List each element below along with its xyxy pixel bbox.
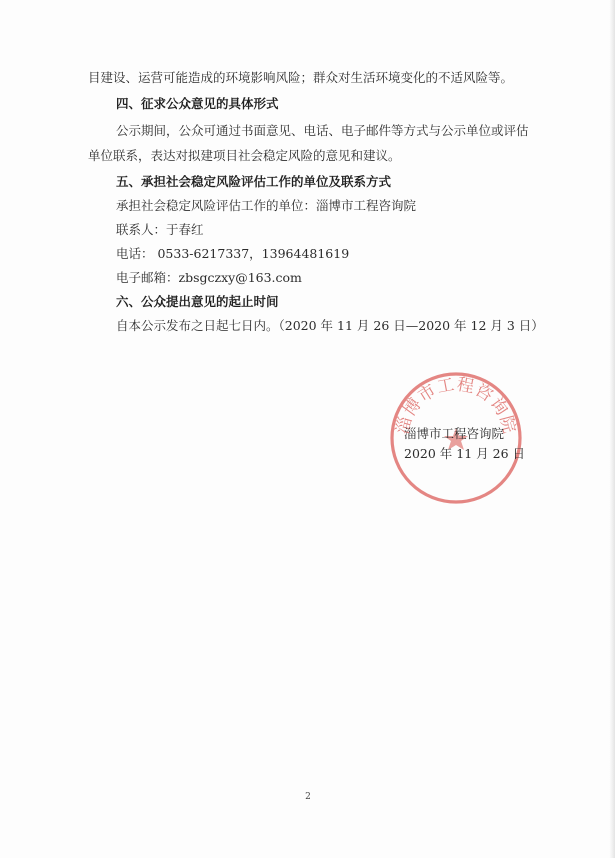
page-number: 2 <box>305 792 311 802</box>
section-heading-4: 四、征求公众意见的具体形式 <box>116 96 279 111</box>
phone-line: 电话： 0533-6217337，13964481619 <box>116 246 350 261</box>
section-heading-5: 五、承担社会稳定风险评估工作的单位及联系方式 <box>116 174 392 189</box>
section-heading-6: 六、公众提出意见的起止时间 <box>116 294 279 309</box>
signature-date: 2020 年 11 月 26 日 <box>404 446 525 461</box>
scan-edge-shadow <box>609 0 615 858</box>
paragraph-risk-continuation: 目建设、运营可能造成的环境影响风险；群众对生活环境变化的不适风险等。 <box>88 70 514 85</box>
signature-organization: 淄博市工程咨询院 <box>404 426 505 441</box>
paragraph-feedback-line-1: 公示期间，公众可通过书面意见、电话、电子邮件等方式与公示单位或评估 <box>116 123 529 138</box>
assessment-unit-line: 承担社会稳定风险评估工作的单位：淄博市工程咨询院 <box>116 198 417 213</box>
email-line: 电子邮箱：zbsgczxy@163.com <box>116 270 302 285</box>
publicity-period-line: 自本公示发布之日起七日内。（2020 年 11 月 26 日—2020 年 12 月 3 日） <box>116 318 544 333</box>
svg-text:淄博市工程咨询院: 淄博市工程咨询院 <box>392 374 520 437</box>
contact-person-line: 联系人：于春红 <box>116 222 204 237</box>
paragraph-feedback-line-2: 单位联系，表达对拟建项目社会稳定风险的意见和建议。 <box>88 148 401 163</box>
